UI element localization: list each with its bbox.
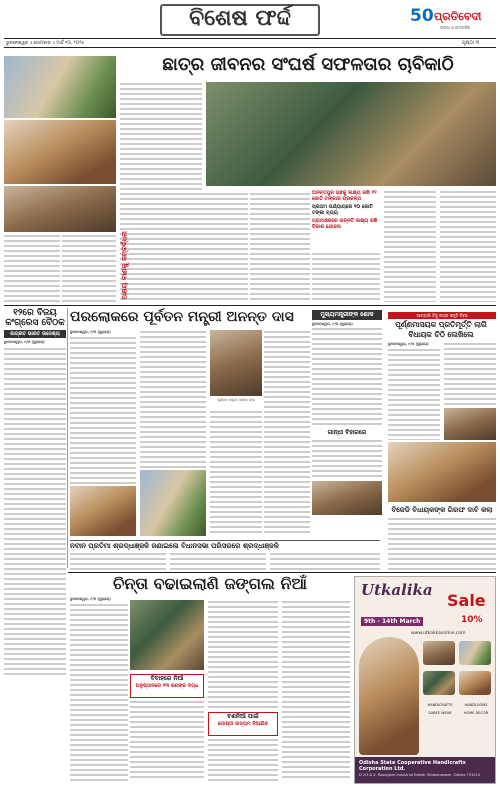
ad-brand: Utkalika: [361, 581, 433, 599]
lead-body-col-6: [440, 190, 496, 302]
bottom-body-col-3: [208, 600, 278, 710]
middle-photo-2: [140, 470, 206, 536]
sidebar-box-title: ଅନନ୍ତପୁର ଗଛକୁ ଲକ୍ଷ୍ୟ ରଖି ୧୨ କୋଟି ଟଙ୍କାର ପ୍ରକଳ୍ପ: [312, 190, 377, 202]
lead-body-col-5: [384, 190, 436, 302]
condolence-byline: ଭୁବନେଶ୍ୱର, ୯/୩ (ବ୍ୟୁରୋ): [312, 322, 353, 326]
right-headline: ପୂର୍ଣ୍ଣମାସୟକ ପ୍ରତିମୂର୍ତ୍ତି ଲାଗି ବିଧାୟକ ଚିଠି ଲେଖିଲେ: [395, 320, 487, 339]
anniversary-number: 50: [410, 6, 434, 26]
bottom-body-col-5: [282, 600, 350, 781]
lead-body-col-2: [170, 192, 248, 302]
ad-products-grid: [423, 641, 493, 751]
bottom-forest-photo: [130, 600, 204, 670]
sidebar-box-line3: ଗ୍ରାମାଞ୍ଚଳରେ ଉନ୍ନତି ଲକ୍ଷ୍ୟ ରଖି ବିକାଶ ଯୋଜନା: [312, 218, 378, 230]
middle-byline: ଭୁବନେଶ୍ୱର, ୯/୩ (ବ୍ୟୁରୋ): [70, 330, 111, 334]
column-divider-left: [67, 308, 68, 568]
lead-photo-left-top: [4, 56, 116, 118]
bottom-body-col-1: [70, 603, 128, 781]
middle-bottom-col-2: [170, 552, 266, 570]
paper-name: ପ୍ରତିବେଦୀ: [434, 10, 482, 23]
bottom-headline: ଚିନ୍ତା ବଢାଇଲାଣି ଜଙ୍ଗଲ ନିଆଁ: [112, 574, 308, 593]
page-label: ପୃଷ୍ଠା ୩: [462, 40, 480, 46]
section-title: ବିଶେଷ ଫର୍ଦ୍ଦ: [189, 6, 291, 31]
bottom-box1-sub: ଅନୁଷ୍ଠାନରେ ୨୩ ଜଣଙ୍କ ଦଗ୍ଧ: [135, 683, 199, 689]
ad-product-1: [423, 641, 455, 665]
left-brief-headline: ୧୨ରେ ବିଜୟ କଂଗ୍ରେସ ବୈଠକ: [5, 308, 65, 328]
middle-body-col-3: [264, 330, 310, 536]
right-byline: ଭୁବନେଶ୍ୱର, ୯/୩ (ବ୍ୟୁରୋ): [388, 342, 429, 346]
middle-bottom-col-1: [70, 552, 166, 570]
lead-caption-text: [4, 234, 60, 302]
anniversary-sub: ଭରସା ଓ ଉତ୍କର୍ଷର: [440, 25, 471, 30]
condolence-body-1: [312, 327, 382, 427]
sidebar-box-sub: ପ୍ରଥମ ପର୍ଯ୍ୟାୟରେ ୧୦ କୋଟି ଟଙ୍କା ବ୍ୟୟ: [312, 204, 373, 216]
sidebar-box: [312, 190, 380, 250]
left-brief: [4, 308, 66, 703]
left-brief-sub: ଜାଗ୍ରତ ଭାରତ ଉଦ୍ଦେଶ୍ୟ: [4, 330, 66, 338]
lead-body-col-0b: [62, 234, 116, 302]
lead-body-col-4: [312, 252, 380, 302]
condolence-photo: [312, 481, 382, 515]
bottom-byline: ଭୁବନେଶ୍ୱର, ୯/୩ (ବ୍ୟୁରୋ): [70, 597, 111, 601]
condolence-headline: ମୁଖ୍ୟମନ୍ତ୍ରୀଙ୍କ ଶୋକ: [312, 310, 382, 320]
middle-headline: ପରଲୋକରେ ପୂର୍ବତନ ମନ୍ତ୍ରୀ ଅନନ୍ତ ଦାସ: [70, 309, 294, 325]
bottom-body-col-2: [130, 700, 204, 781]
sidebar-headline: ଅକ୍ଷୟ ବାଣକୁ ସମ୍ବର୍ଦ୍ଧନା: [120, 231, 129, 300]
anniversary-logo: [410, 6, 432, 28]
ad-footer-line2: D 2/3 & 4, Rasulgarh Industrial Estate, Bhubaneswar, Odisha 751010: [359, 773, 480, 777]
condolence-sub-headline: ଗାନ୍ଧୀ ବିହାରରେ: [327, 429, 367, 436]
ad-footer-line1: Odisha State Cooperative Handicrafts Corporation Ltd.: [359, 760, 466, 772]
right-bottom-strip: ବିଜେଡି ବିଧାୟକଙ୍କ ଗିରଫ ଦାବି କଲା: [391, 506, 493, 514]
lead-headline: ଛାତ୍ର ଜୀବନର ସଂଘର୍ଷ ସଫଳତାର ଚାବିକାଠି: [162, 54, 454, 75]
ad-website: www.utkalikaonline.com: [411, 631, 466, 636]
bottom-box-1: [130, 674, 204, 698]
lead-main-photo: [206, 82, 496, 186]
ad-tagline: Sale: [447, 591, 486, 610]
right-photo-group: [388, 442, 496, 502]
ad-product-2: [459, 641, 491, 665]
lead-photo-left-bottom: [4, 186, 116, 232]
ad-product-label-1: HANDICRAFTS: [427, 703, 453, 707]
lead-body-col-3: [250, 192, 310, 302]
masthead-divider-2: [4, 47, 496, 48]
bottom-box1-title: ବିବାହରେ ନିଆଁ: [150, 675, 184, 682]
date-line: ଭୁବନେଶ୍ୱର ॥ ସୋମବାର ॥ ମାର୍ଚ୍ଚ ୧୦, ୨୦୨୫: [6, 41, 85, 46]
left-brief-body: [4, 347, 66, 677]
ad-product-3: [423, 671, 455, 695]
middle-portrait: [210, 330, 262, 396]
condolence-body-2: [312, 439, 382, 479]
lead-photo-left-middle: [4, 120, 116, 184]
ad-discount: 10%: [461, 615, 483, 625]
right-body-col-1: [388, 348, 440, 440]
left-brief-byline: ଭୁବନେଶ୍ୱର, ୯/୩ (ବ୍ୟୁରୋ): [4, 340, 45, 344]
masthead-divider: [4, 38, 496, 39]
middle-photo-1: [70, 486, 136, 536]
middle-bottom-strip: ନବୀନ ପ୍ରତିମା ଶ୍ରଦ୍ଧାଞ୍ଜଳି ଜଣାଇଲେ ବିଧାନସଭା ପରିସରରେ ଶ୍ରଦ୍ଧାଞ୍ଜଳି: [70, 540, 380, 551]
ad-product-4: [459, 671, 491, 695]
bottom-box-2: [208, 712, 278, 736]
middle-photo-caption: ପୂର୍ବତନ ମନ୍ତ୍ରୀ ଅନନ୍ତ ଦାସ: [217, 398, 255, 402]
ad-product-label-4: HOME DECOR: [463, 711, 489, 715]
ad-dates: 9th - 14th March: [361, 617, 423, 626]
ad-product-label-3: SAREE WEAR: [428, 711, 452, 715]
section-divider-1: [4, 305, 496, 306]
ad-product-label-2: HANDLOOMS: [464, 703, 488, 707]
middle-bottom-col-3: [270, 552, 380, 570]
ad-idol-image: [359, 637, 419, 755]
bottom-body-col-4: [208, 738, 278, 781]
ad-footer: [355, 757, 496, 784]
middle-body-col-4: [210, 410, 262, 536]
condolence-box: [312, 310, 382, 536]
right-body-col-2: [444, 342, 496, 406]
right-photo-small: [444, 408, 496, 440]
right-bottom-body: [388, 517, 496, 570]
bottom-box2-sub: ଗୋଷ୍ଠୀ ଉଦ୍ୟମ ନିଆଯିବ: [217, 721, 269, 727]
bottom-box2-title: ବଣନିଆଁ ପାଇଁ: [227, 713, 259, 720]
ad-box[interactable]: [354, 576, 496, 784]
right-kicker: ଆମ୍ବାଗାଁ ବିଜୁ ନାୟକ ସ୍ମୃତି ଦିବସ: [388, 312, 496, 319]
